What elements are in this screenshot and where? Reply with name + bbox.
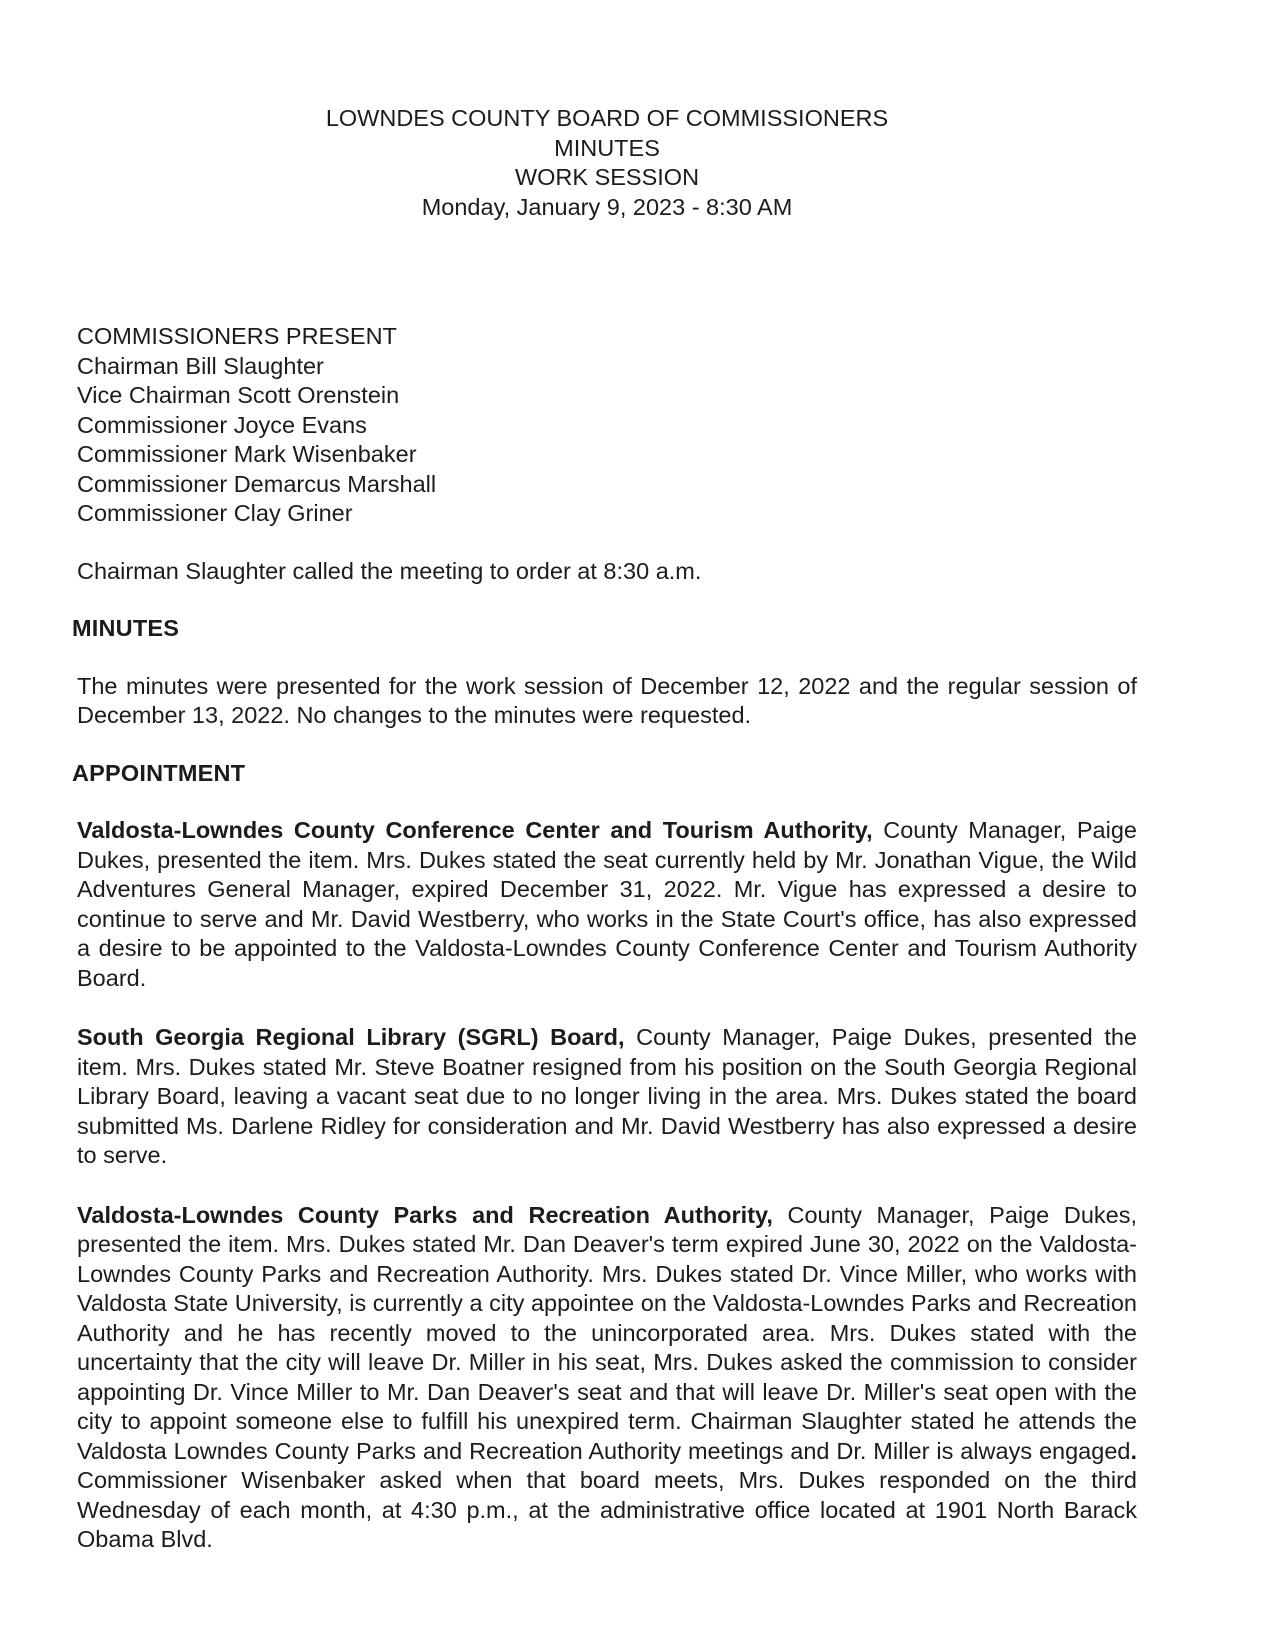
text-segment: . <box>1130 1437 1137 1464</box>
text-segment: The minutes were presented for the work session of December 12, 2022 and the regular session of December 13, 2022. No changes to the minutes were requested. <box>77 672 1137 728</box>
text-segment: County Manager, Paige Dukes, presented the item. Mrs. Dukes stated Mr. Dan Deaver's term expired June 30, 2022 on the Valdosta-Lowndes County Parks and Recreation Authority. Mrs. Dukes stated Dr. Vince Miller, who works with Valdosta State University, is currently a city appointee on the Valdosta-Lowndes Parks and Recreation Authority and he has recently moved to the unincorporated area. Mrs. Dukes stated with the uncertainty that the city will leave Dr. Miller in his seat, Mrs. Dukes asked the commission to consider appointing Dr. Vince Miller to Mr. Dan Deaver's seat and that will leave Dr. Miller's seat open with the city to appoint someone else to fulfill his unexpired term. Chairman Slaughter stated he attends the Valdosta Lowndes County Parks and Recreation Authority meetings and Dr. Miller is always engaged <box>77 1201 1137 1464</box>
section-heading-minutes: MINUTES <box>72 615 180 641</box>
document-subtitle-work-session: WORK SESSION <box>514 164 700 190</box>
document-subtitle-minutes: MINUTES <box>554 134 660 161</box>
attendance-member: Chairman Bill Slaughter <box>77 352 324 379</box>
document-header <box>77 104 1137 222</box>
attendance-title: COMMISSIONERS PRESENT <box>77 323 397 349</box>
attendance-member: Commissioner Demarcus Marshall <box>77 470 437 497</box>
text-segment: County Manager, Paige Dukes, presented the item. Mrs. Dukes stated Mr. Steve Boatner resigned from his position on the South Georgia Regional Library Board, leaving a vacant seat due to no longer living in the area. Mrs. Dukes stated the board submitted Ms. Darlene Ridley for consideration and Mr. David Westberry has also expressed a desire to serve. <box>77 1024 1137 1168</box>
call-to-order-line: Chairman Slaughter called the meeting to order at 8:30 a.m. <box>77 557 702 584</box>
document-date: Monday, January 9, 2023 - 8:30 AM <box>421 193 793 220</box>
attendance-member: Commissioner Clay Griner <box>77 500 353 526</box>
text-segment: Valdosta-Lowndes County Conference Center and Tourism Authority, <box>77 817 873 843</box>
section-heading-appointment: APPOINTMENT <box>72 759 246 786</box>
attendance-member: Commissioner Joyce Evans <box>77 411 367 438</box>
appointment-paragraph-sgrl <box>77 1023 1137 1171</box>
appointment-paragraph-parks-recreation <box>77 1201 1137 1555</box>
minutes-paragraph <box>77 672 1137 731</box>
attendance-member: Vice Chairman Scott Orenstein <box>77 382 400 408</box>
attendance-member: Commissioner Mark Wisenbaker <box>77 441 417 467</box>
text-segment: South Georgia Regional Library (SGRL) Board, <box>77 1024 625 1050</box>
text-segment: Valdosta-Lowndes County Parks and Recreation Authority, <box>77 1201 773 1228</box>
appointment-paragraph-conference-center <box>77 816 1137 993</box>
attendance-section <box>77 322 1137 529</box>
text-segment: Commissioner Wisenbaker asked when that board meets, Mrs. Dukes responded on the third Wednesday of each month, at 4:30 p.m., at the administrative office located at 1901 North Barack Obama Blvd. <box>77 1467 1137 1552</box>
text-segment: County Manager, Paige Dukes, presented the item. Mrs. Dukes stated the seat currently held by Mr. Jonathan Vigue, the Wild Adventures General Manager, expired December 31, 2022. Mr. Vigue has expressed a desire to continue to serve and Mr. David Westberry, who works in the State Court's office, has also expressed a desire to be appointed to the Valdosta-Lowndes County Conference Center and Tourism Authority Board. <box>77 817 1137 991</box>
document-title: LOWNDES COUNTY BOARD OF COMMISSIONERS <box>325 105 889 131</box>
